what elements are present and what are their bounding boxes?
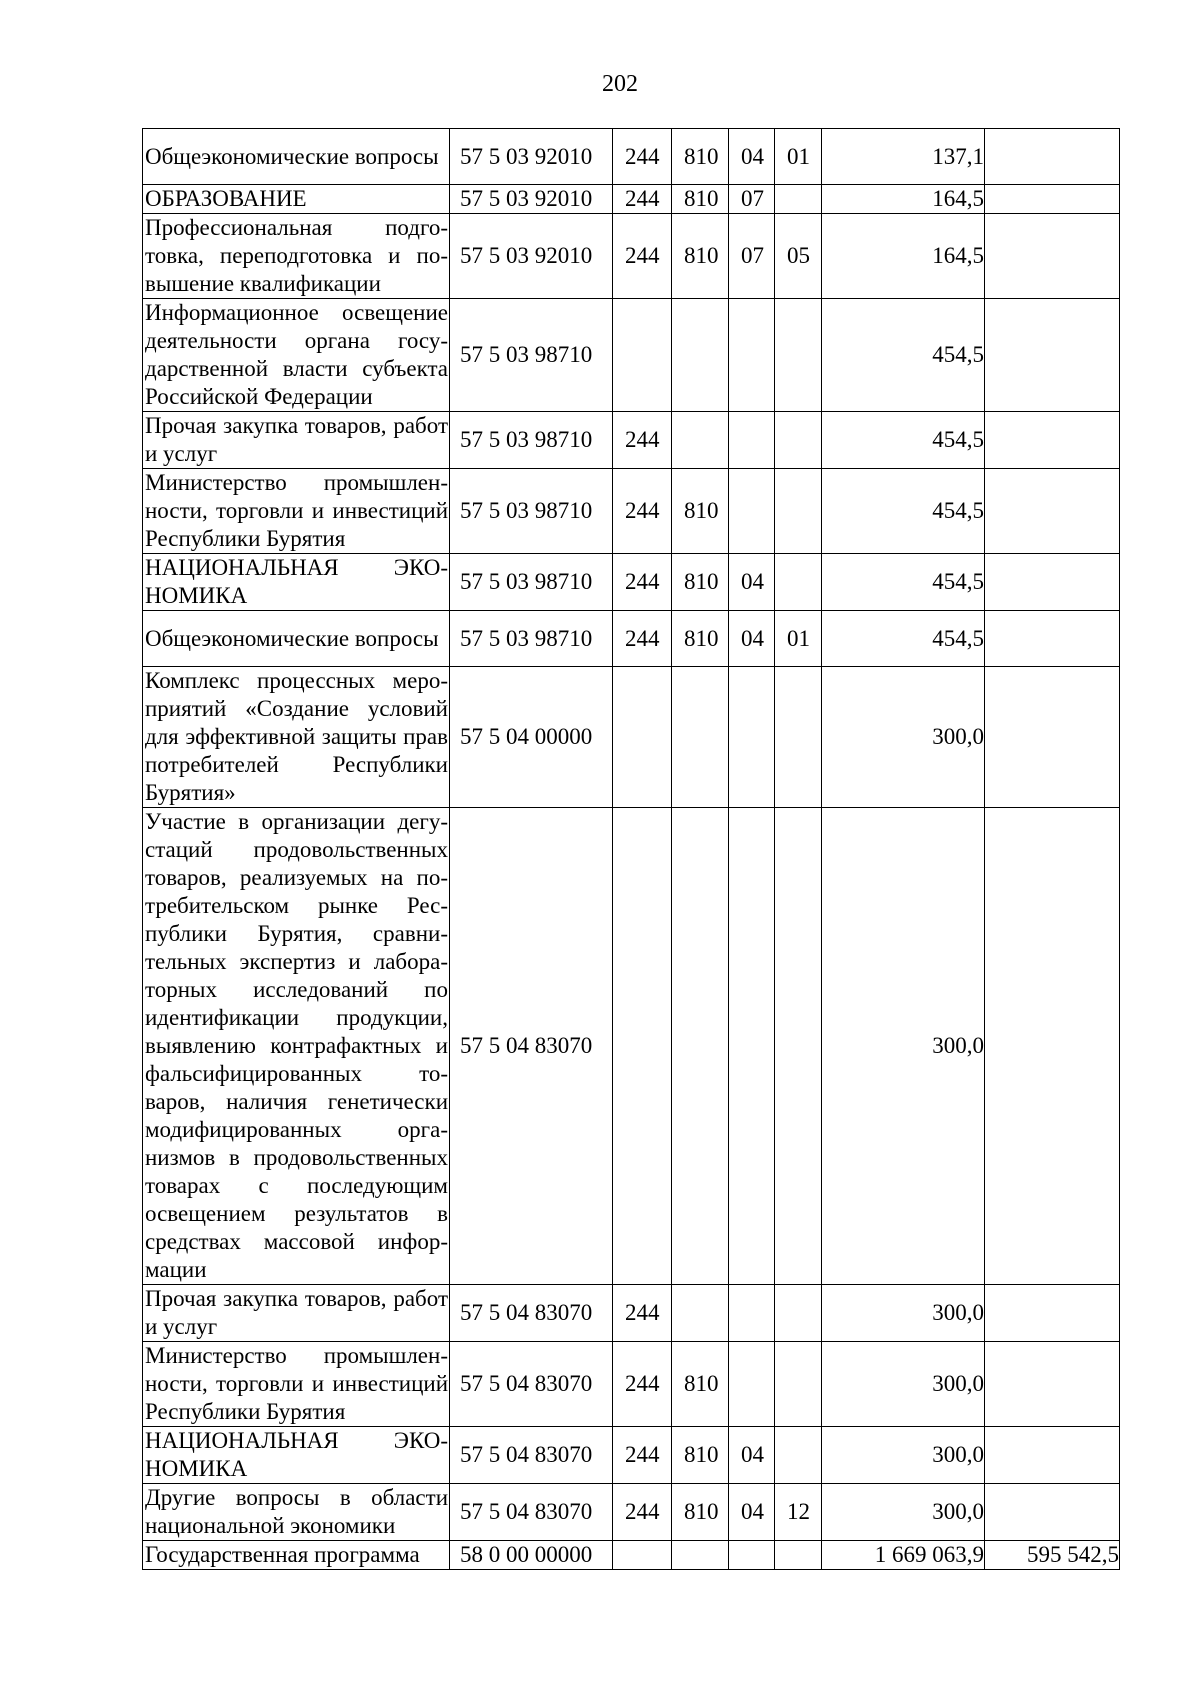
row-code: 57 5 04 83070 (450, 808, 613, 1285)
row-grbs (672, 1541, 729, 1570)
row-sum-1: 454,5 (822, 299, 985, 412)
row-sum-1: 300,0 (822, 1484, 985, 1541)
row-sum-2 (985, 185, 1120, 214)
row-grbs: 810 (672, 1484, 729, 1541)
row-sum-1: 454,5 (822, 412, 985, 469)
row-rz: 04 (729, 1427, 775, 1484)
row-vr (613, 667, 672, 808)
row-sum-1: 454,5 (822, 611, 985, 667)
row-vr: 244 (613, 185, 672, 214)
row-sum-2 (985, 129, 1120, 185)
row-code: 57 5 04 83070 (450, 1427, 613, 1484)
row-sum-1: 300,0 (822, 1342, 985, 1427)
table-row (143, 469, 1120, 554)
row-pr (775, 1427, 822, 1484)
row-code: 57 5 04 00000 (450, 667, 613, 808)
row-rz: 04 (729, 1484, 775, 1541)
row-code: 57 5 04 83070 (450, 1342, 613, 1427)
row-name: Министерство промышленности, торговли и инвестиций Республики Бурятия (143, 469, 450, 554)
row-pr (775, 1285, 822, 1342)
row-pr (775, 808, 822, 1285)
row-rz: 07 (729, 214, 775, 299)
table-row (143, 185, 1120, 214)
row-name: Профессиональная подготовка, переподготовка и повышение квалификации (143, 214, 450, 299)
row-rz (729, 1342, 775, 1427)
table-row (143, 667, 1120, 808)
row-grbs (672, 808, 729, 1285)
row-sum-2: 595 542,5 (985, 1541, 1120, 1570)
row-grbs (672, 667, 729, 808)
table-row (143, 1285, 1120, 1342)
row-sum-1: 1 669 063,9 (822, 1541, 985, 1570)
row-rz (729, 469, 775, 554)
table-row (143, 214, 1120, 299)
row-sum-1: 164,5 (822, 214, 985, 299)
row-sum-2 (985, 469, 1120, 554)
row-sum-1: 137,1 (822, 129, 985, 185)
row-sum-2 (985, 554, 1120, 611)
row-sum-2 (985, 214, 1120, 299)
row-grbs (672, 299, 729, 412)
row-vr (613, 299, 672, 412)
row-pr (775, 1541, 822, 1570)
row-pr (775, 667, 822, 808)
row-pr: 05 (775, 214, 822, 299)
row-sum-2 (985, 1484, 1120, 1541)
row-code: 57 5 03 92010 (450, 129, 613, 185)
row-code: 57 5 03 92010 (450, 214, 613, 299)
table-row (143, 554, 1120, 611)
table-row (143, 1484, 1120, 1541)
row-pr (775, 469, 822, 554)
row-vr: 244 (613, 469, 672, 554)
row-sum-2 (985, 611, 1120, 667)
budget-table (142, 128, 1120, 1570)
row-sum-2 (985, 412, 1120, 469)
row-vr: 244 (613, 611, 672, 667)
budget-table-body (143, 129, 1120, 1570)
row-vr: 244 (613, 1342, 672, 1427)
row-vr: 244 (613, 412, 672, 469)
row-code: 57 5 04 83070 (450, 1285, 613, 1342)
row-grbs (672, 1285, 729, 1342)
row-name: ОБРАЗОВАНИЕ (143, 185, 450, 214)
row-sum-1: 300,0 (822, 808, 985, 1285)
row-vr (613, 808, 672, 1285)
table-row (143, 611, 1120, 667)
page-number: 202 (602, 71, 638, 97)
row-rz: 04 (729, 129, 775, 185)
row-pr (775, 185, 822, 214)
row-rz: 07 (729, 185, 775, 214)
row-vr: 244 (613, 1285, 672, 1342)
table-row (143, 1427, 1120, 1484)
row-code: 57 5 03 92010 (450, 185, 613, 214)
row-vr: 244 (613, 1484, 672, 1541)
table-row (143, 412, 1120, 469)
table-row (143, 808, 1120, 1285)
row-rz: 04 (729, 554, 775, 611)
row-name: НАЦИОНАЛЬНАЯ ЭКОНОМИКА (143, 1427, 450, 1484)
row-sum-2 (985, 299, 1120, 412)
row-vr: 244 (613, 129, 672, 185)
row-sum-1: 164,5 (822, 185, 985, 214)
row-pr (775, 412, 822, 469)
row-pr: 12 (775, 1484, 822, 1541)
row-name: Информационное освещение деятельности органа государственной власти субъекта Российской Федерации (143, 299, 450, 412)
table-row (143, 1342, 1120, 1427)
row-rz (729, 299, 775, 412)
row-sum-1: 300,0 (822, 1427, 985, 1484)
row-sum-2 (985, 808, 1120, 1285)
row-grbs: 810 (672, 1427, 729, 1484)
row-vr: 244 (613, 554, 672, 611)
row-code: 57 5 04 83070 (450, 1484, 613, 1541)
row-sum-1: 454,5 (822, 469, 985, 554)
row-vr: 244 (613, 1427, 672, 1484)
row-sum-1: 300,0 (822, 1285, 985, 1342)
row-grbs (672, 412, 729, 469)
row-pr (775, 299, 822, 412)
row-rz (729, 808, 775, 1285)
row-name: Общеэкономические вопросы (143, 129, 450, 185)
row-grbs: 810 (672, 214, 729, 299)
row-name: Другие вопросы в области национальной экономики (143, 1484, 450, 1541)
row-name: Министерство промышленности, торговли и инвестиций Республики Бурятия (143, 1342, 450, 1427)
row-name: Общеэкономические вопросы (143, 611, 450, 667)
row-name: Государственная программа (143, 1541, 450, 1570)
row-grbs: 810 (672, 554, 729, 611)
row-pr: 01 (775, 611, 822, 667)
row-sum-2 (985, 1427, 1120, 1484)
row-grbs: 810 (672, 469, 729, 554)
row-name: НАЦИОНАЛЬНАЯ ЭКОНОМИКА (143, 554, 450, 611)
row-rz (729, 1285, 775, 1342)
row-code: 58 0 00 00000 (450, 1541, 613, 1570)
row-pr (775, 554, 822, 611)
row-code: 57 5 03 98710 (450, 469, 613, 554)
row-name: Прочая закупка товаров, работ и услуг (143, 412, 450, 469)
row-rz (729, 412, 775, 469)
row-vr (613, 1541, 672, 1570)
row-rz (729, 1541, 775, 1570)
row-grbs: 810 (672, 611, 729, 667)
row-pr (775, 1342, 822, 1427)
row-rz: 04 (729, 611, 775, 667)
row-code: 57 5 03 98710 (450, 554, 613, 611)
row-pr: 01 (775, 129, 822, 185)
row-grbs: 810 (672, 129, 729, 185)
row-name: Участие в организации дегустаций продовольственных товаров, реализуемых на потребительском рынке Республики Бурятия, сравнительных экспертиз и лабораторных исследований по идентификации продукции, выявлению контрафактных и фальсифицированных товаров, наличия генетически модифицированных организмов в продовольственных товарах с последующим освещением результатов в средствах массовой информации (143, 808, 450, 1285)
row-grbs: 810 (672, 185, 729, 214)
table-row (143, 1541, 1120, 1570)
row-name: Прочая закупка товаров, работ и услуг (143, 1285, 450, 1342)
table-row (143, 129, 1120, 185)
row-sum-2 (985, 1285, 1120, 1342)
row-sum-1: 454,5 (822, 554, 985, 611)
row-rz (729, 667, 775, 808)
table-row (143, 299, 1120, 412)
row-code: 57 5 03 98710 (450, 611, 613, 667)
row-name: Комплекс процессных мероприятий «Создание условий для эффективной защиты прав потребителей Республики Бурятия» (143, 667, 450, 808)
row-vr: 244 (613, 214, 672, 299)
row-sum-2 (985, 1342, 1120, 1427)
row-code: 57 5 03 98710 (450, 412, 613, 469)
row-grbs: 810 (672, 1342, 729, 1427)
row-sum-2 (985, 667, 1120, 808)
row-sum-1: 300,0 (822, 667, 985, 808)
row-code: 57 5 03 98710 (450, 299, 613, 412)
